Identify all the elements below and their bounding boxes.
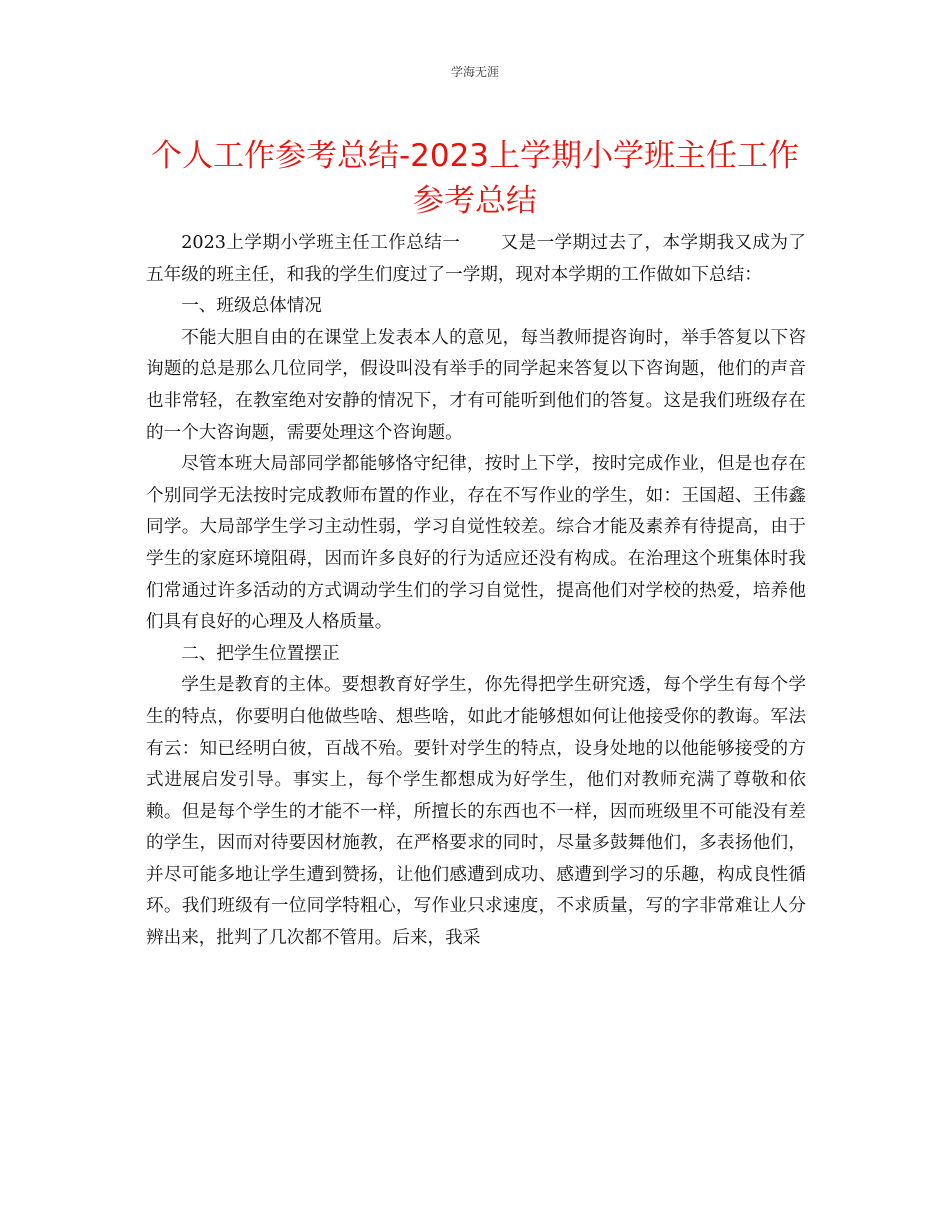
- intro-text: 又是一学期过去了，本学期我又成为了五年级的班主任，和我的学生们度过了一学期，现对本学期的工作做如下总结：: [146, 233, 806, 285]
- section-heading: 二、把学生位置摆正: [181, 643, 340, 664]
- intro-paragraph: [146, 228, 806, 291]
- paragraph: 尽管本班大局部同学都能够恪守纪律，按时上下学，按时完成作业，但是也存在个别同学无法按时完成教师布置的作业，存在不写作业的学生，如：王国超、王伟鑫同学。大局部学生学习主动性弱，学习自觉性较差。综合才能及素养有待提高，由于学生的家庭环境阻碍，因而许多良好的行为适应还没有构成。在治理这个班集体时我们常通过许多活动的方式调动学生们的学习自觉性，提高他们对学校的热爱，培养他们具有良好的心理及人格质量。: [146, 454, 806, 633]
- intro-lead: 2023上学期小学班主任工作总结一: [181, 233, 461, 253]
- paragraph: 不能大胆自由的在课堂上发表本人的意见，每当教师提咨询时，举手答复以下咨询题的总是那么几位同学，假设叫没有举手的同学起来答复以下咨询题，他们的声音也非常轻，在教室绝对安静的情况下，才有可能听到他们的答复。这是我们班级存在的一个大咨询题，需要处理这个咨询题。: [146, 327, 806, 443]
- section-heading: 一、班级总体情况: [181, 296, 322, 317]
- page-header: 学海无涯: [450, 65, 499, 79]
- paragraph: 学生是教育的主体。要想教育好学生，你先得把学生研究透，每个学生有每个学生的特点，你要明白他做些啥、想些啥，如此才能够想如何让他接受你的教诲。军法有云：知已经明白彼，百战不殆。要针对学生的特点，设身处地的以他能够接受的方式进展启发引导。事实上，每个学生都想成为好学生，他们对教师充满了尊敬和依赖。但是每个学生的才能不一样，所擅长的东西也不一样，因而班级里不可能没有差的学生，因而对待要因材施教，在严格要求的同时，尽量多鼓舞他们，多表扬他们，并尽可能多地让学生遭到赞扬，让他们感遭到成功、感遭到学习的乐趣，构成良性循环。我们班级有一位同学特粗心，写作业只求速度，不求质量，写的字非常难让人分辨出来，批判了几次都不管用。后来，我采: [146, 675, 806, 949]
- document-title: 个人工作参考总结-2023上学期小学班主任工作参考总结: [150, 138, 800, 219]
- document-body: [146, 228, 806, 955]
